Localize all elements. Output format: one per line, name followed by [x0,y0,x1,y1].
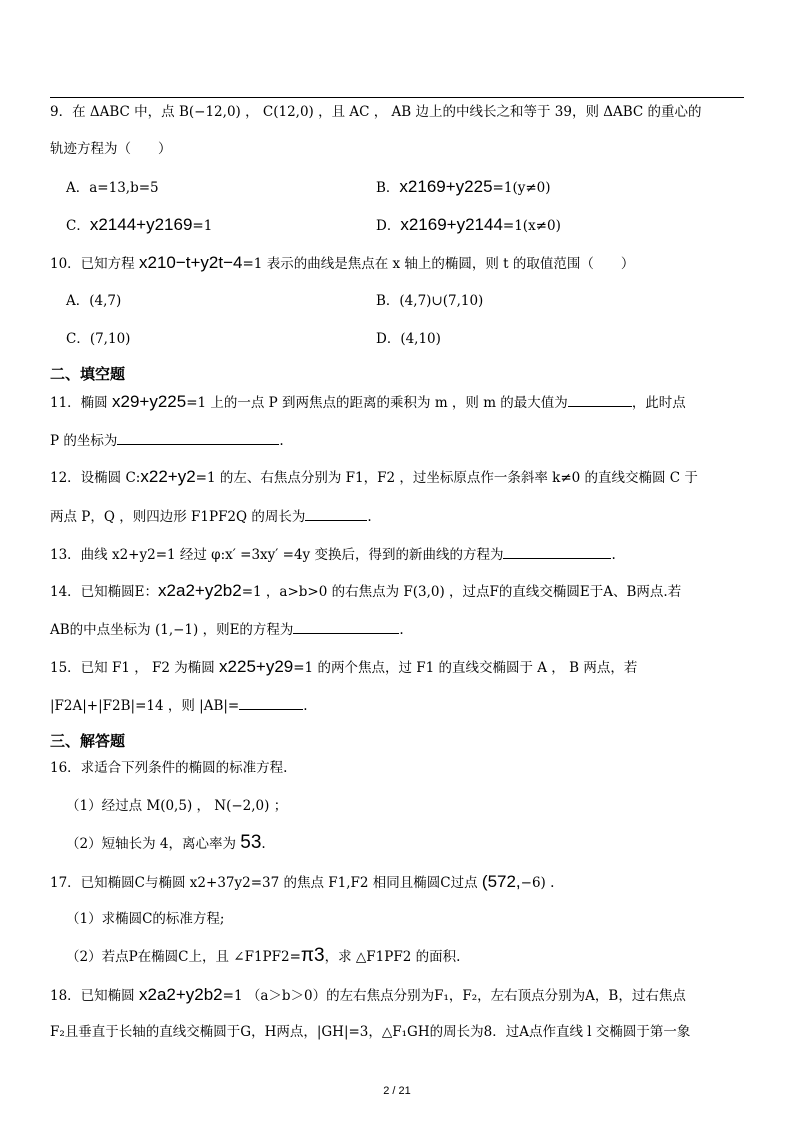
q10-option-d: D．(4,10) [376,331,441,347]
q17-part2: （2）若点P在椭圆C上，且 ∠F1PF2=π3，求 △F1PF2 的面积. [66,945,461,966]
q10-line1: 10．已知方程 x210−t+y2t−4=1 表示的曲线是焦点在 x 轴上的椭圆，则 t 的取值范围（ ） [50,253,635,272]
q9-option-a: A．a=13,b=5 [66,180,159,196]
q9-option-c: C．x2144+y2169=1 [66,215,213,234]
header-rule [50,97,744,98]
q17-part1: （1）求椭圆C的标准方程; [66,911,225,927]
q9-line2: 轨迹方程为（ ） [50,141,172,157]
q10-option-a: A．(4,7) [66,293,122,309]
q18-line2: F₂且垂直于长轴的直线交椭圆于G，H两点，|GH|=3，△F₁GH的周长为8．过A点作直线 l 交椭圆于第一象 [50,1024,691,1040]
q16-part2: （2）短轴长为 4，离心率为 53. [66,832,266,853]
q10-option-b: B．(4,7)∪(7,10) [376,293,484,309]
section-solution-heading: 三、解答题 [50,732,126,750]
q15-line1: 15．已知 F1 ， F2 为椭圆 x225+y29=1 的两个焦点，过 F1 的直线交椭圆于 A ， B 两点，若 [50,657,638,676]
q11-answer-blank-1[interactable] [568,392,632,407]
q14-line1: 14．已知椭圆E：x2a2+y2b2=1 ，a>b>0 的右焦点为 F(3,0) ，过点F的直线交椭圆E于A、B两点.若 [50,581,682,600]
q14-answer-blank[interactable] [293,619,399,634]
q11-line1: 11．椭圆 x29+y225=1 上的一点 P 到两焦点的距离的乘积为 m ，则 m 的最大值为 ，此时点 [50,392,686,411]
q11-line2: P 的坐标为 . [50,430,744,451]
q9-option-b: B．x2169+y225=1(y≠0) [376,177,551,196]
q12-line2: 两点 P，Q ，则四边形 F1PF2Q 的周长为 . [50,506,744,527]
q12-answer-blank[interactable] [305,506,367,521]
q14-line2: AB的中点坐标为 (1,−1) ，则E的方程为 . [50,619,744,640]
q16-part1: （1）经过点 M(0,5) ， N(−2,0) ； [66,798,288,814]
section-fill-in-heading: 二、填空题 [50,365,126,383]
q10-option-c: C．(7,10) [66,331,131,347]
q15-line2: |F2A|+|F2B|=14 ，则 |AB|= . [50,695,744,716]
q17-line1: 17．已知椭圆C与椭圆 x2+37y2=37 的焦点 F1,F2 相同且椭圆C过点 (572,−6) . [50,872,555,891]
q13-line: 13．曲线 x2+y2=1 经过 φ:x′ =3xy′ =4y 变换后，得到的新曲线的方程为 . [50,544,744,565]
q16-title: 16．求适合下列条件的椭圆的标准方程. [50,760,288,776]
q11-answer-blank-2[interactable] [117,430,279,445]
page-number: 2 / 21 [383,1085,411,1097]
q9-option-d: D．x2169+y2144=1(x≠0) [376,215,561,234]
q13-answer-blank[interactable] [503,544,611,559]
q15-answer-blank[interactable] [239,695,303,710]
q12-line1: 12．设椭圆 C:x22+y2=1 的左、右焦点分别为 F1，F2 ，过坐标原点作一条斜率 k≠0 的直线交椭圆 C 于 [50,467,698,486]
q9-line1: 9．在 ΔABC 中，点 B(−12,0) ， C(12,0) ，且 AC ， AB 边上的中线长之和等于 39，则 ΔABC 的重心的 [50,104,702,120]
q18-line1: 18．已知椭圆 x2a2+y2b2=1 （a＞b＞0）的左右焦点分别为F₁，F₂，左右顶点分别为A，B，过右焦点 [50,985,686,1004]
